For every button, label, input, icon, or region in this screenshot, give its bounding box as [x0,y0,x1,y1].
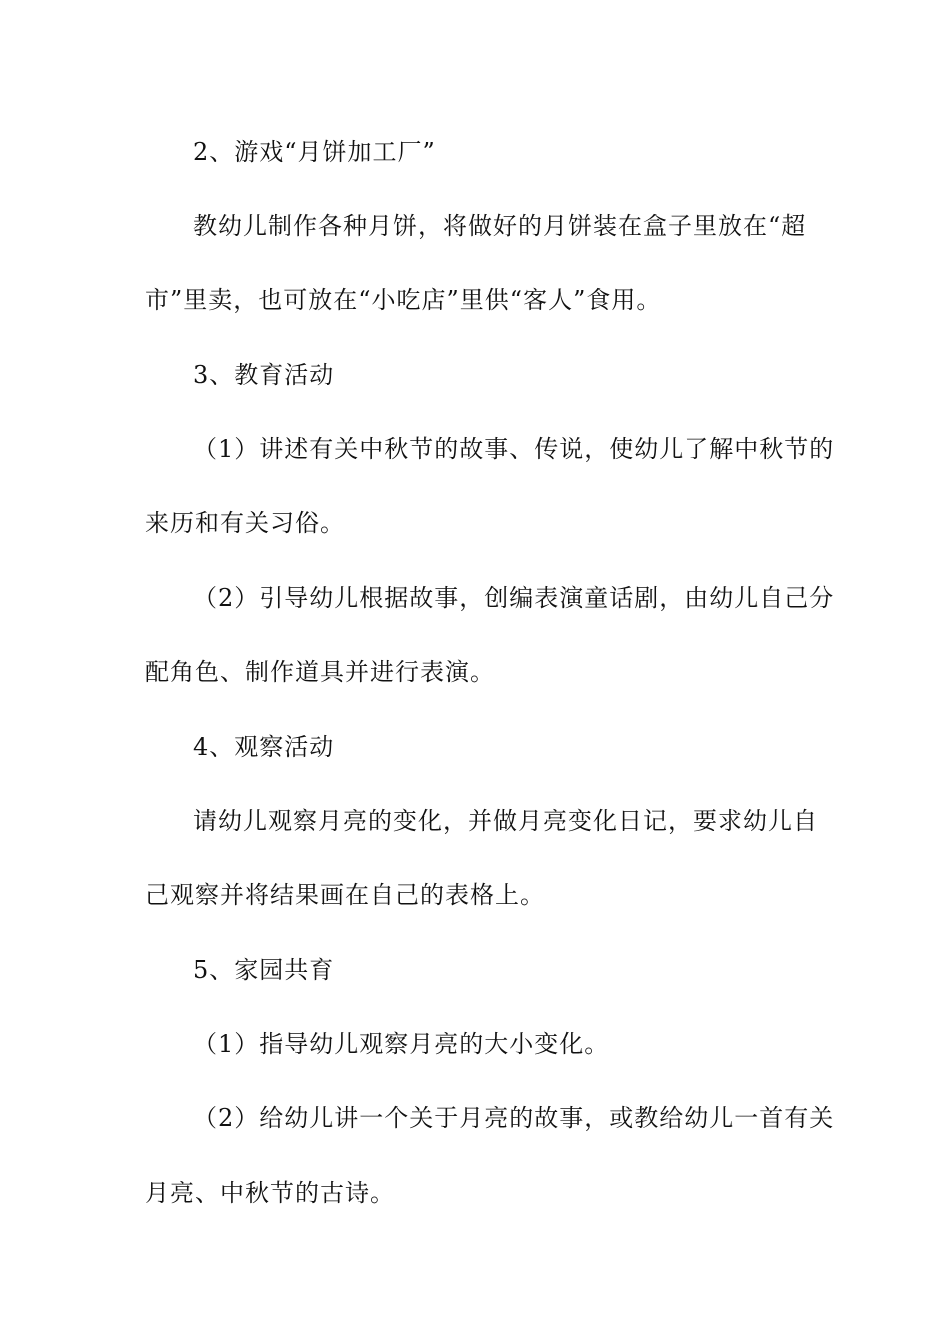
paragraph-line: （1）指导幼儿观察月亮的大小变化。 [193,1030,610,1058]
paragraph-line: 教幼儿制作各种月饼，将做好的月饼装在盒子里放在“超 [193,212,807,240]
paragraph-line: 来历和有关习俗。 [145,509,345,537]
heading-observation: 4、观察活动 [193,733,335,761]
paragraph-line: 请幼儿观察月亮的变化，并做月亮变化日记，要求幼儿自 [193,807,818,835]
paragraph-line: （2）引导幼儿根据故事，创编表演童话剧，由幼儿自己分 [193,584,835,612]
paragraph-line: 月亮、中秋节的古诗。 [145,1179,395,1207]
heading-home-school: 5、家园共育 [193,956,335,984]
heading-education: 3、教育活动 [193,361,335,389]
paragraph-line: 己观察并将结果画在自己的表格上。 [145,881,545,909]
paragraph-line: （1）讲述有关中秋节的故事、传说，使幼儿了解中秋节的 [193,435,835,463]
paragraph-line: （2）给幼儿讲一个关于月亮的故事，或教给幼儿一首有关 [193,1104,835,1132]
heading-game: 2、游戏“月饼加工厂” [193,138,436,166]
paragraph-line: 市”里卖，也可放在“小吃店”里供“客人”食用。 [145,286,662,314]
paragraph-line: 配角色、制作道具并进行表演。 [145,658,495,686]
